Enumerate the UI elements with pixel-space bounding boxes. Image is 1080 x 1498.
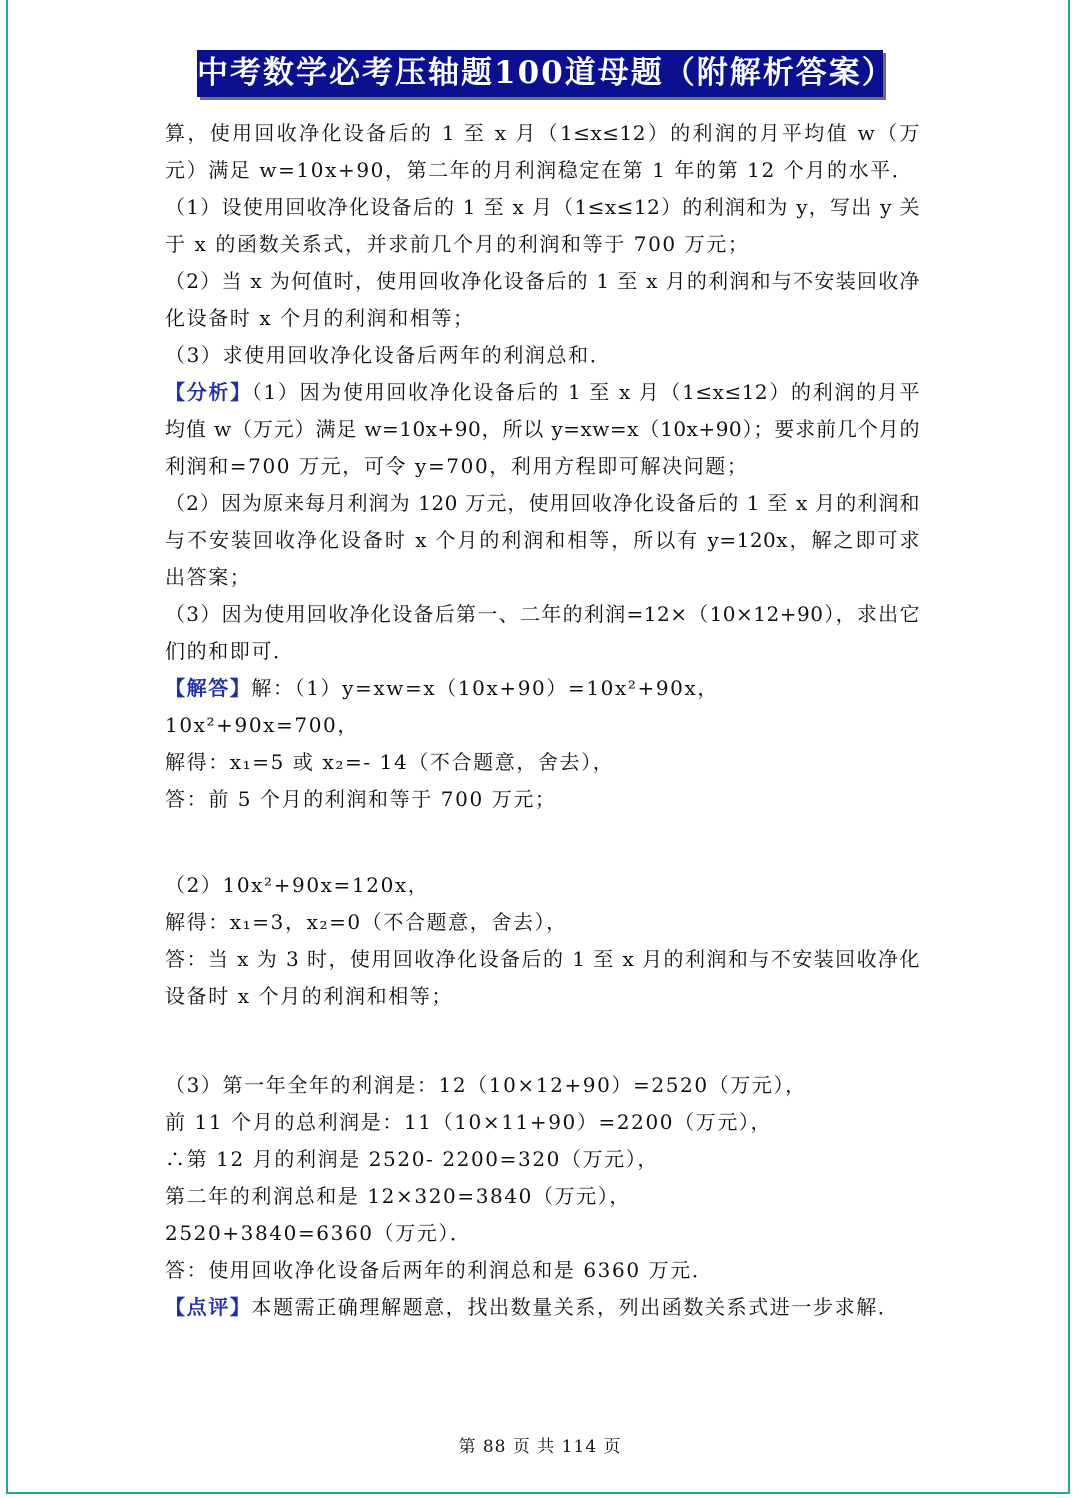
answer-tag: 【解答】 [165,676,252,700]
text-line: （3）因为使用回收净化设备后第一、二年的利润=12×（10×12+90），求出它 [165,602,920,626]
comment-line [165,1289,920,1326]
comment-tag: 【点评】 [165,1295,252,1319]
document-body [165,115,920,1326]
text-line: 元）满足 w=10x+90，第二年的月利润稳定在第 1 年的第 12 个月的水平． [165,158,914,182]
text-line: （3）第一年全年的利润是：12（10×12+90）=2520（万元）， [165,1073,807,1097]
text-line: 前 11 个月的总利润是：11（10×11+90）=2200（万元）， [165,1110,773,1134]
text-line: 于 x 的函数关系式，并求前几个月的利润和等于 700 万元； [165,232,750,256]
text-line: 利润和=700 万元，可令 y=700，利用方程即可解决问题； [165,454,749,478]
text-line: （2）10x²+90x=120x， [165,873,430,897]
analysis-section [165,374,920,670]
text-line: （1）设使用回收净化设备后的 1 至 x 月（1≤x≤12）的利润和为 y，写出 y 关 [165,195,920,219]
analysis-first-line [165,374,920,411]
text-line: 化设备时 x 个月的利润和相等； [165,306,475,330]
analysis-tag: 【分析】 [165,380,252,404]
text-line: 解得：x₁=5 或 x₂=- 14（不合题意，舍去）， [165,750,615,774]
text-line: 答：当 x 为 3 时，使用回收净化设备后的 1 至 x 月的利润和与不安装回收净化 [165,947,920,971]
text-line: 们的和即可． [165,639,295,663]
spacer [165,1015,920,1067]
answer-section [165,670,920,1289]
problem-statement [165,115,920,374]
text-line: 均值 w（万元）满足 w=10x+90，所以 y=xw=x（10x+90）；要求前几个月的 [165,417,920,441]
text-line: 答：前 5 个月的利润和等于 700 万元； [165,787,557,811]
page-title-banner: 中考数学必考压轴题100道母题（附解析答案） [197,50,883,97]
text-line: 出答案； [165,565,252,589]
text-line: 第二年的利润总和是 12×320=3840（万元）， [165,1184,631,1208]
text-line: 10x²+90x=700， [165,713,359,737]
text-line: （3）求使用回收净化设备后两年的利润总和． [165,343,612,367]
text-line: 解：（1）y=xw=x（10x+90）=10x²+90x， [251,676,719,700]
comment-section [165,1289,920,1326]
text-line: 与不安装回收净化设备时 x 个月的利润和相等，所以有 y=120x，解之即可求 [165,528,920,552]
text-line: 2520+3840=6360（万元）． [165,1221,472,1245]
text-line: 算，使用回收净化设备后的 1 至 x 月（1≤x≤12）的利润的月平均值 w（万 [165,121,920,145]
page-number: 第 88 页 共 114 页 [458,1437,622,1457]
answer-first-line [165,670,920,707]
text-line: （1）因为使用回收净化设备后的 1 至 x 月（1≤x≤12）的利润的月平 [251,380,920,404]
text-line: 解得：x₁=3，x₂=0（不合题意，舍去）， [165,910,568,934]
text-line: 设备时 x 个月的利润和相等； [165,984,453,1008]
text-line: 答：使用回收净化设备后两年的利润总和是 6360 万元． [165,1258,714,1282]
spacer [165,818,920,867]
text-line: ∴第 12 月的利润是 2520- 2200=320（万元）， [165,1147,659,1171]
text-line: （2）当 x 为何值时，使用回收净化设备后的 1 至 x 月的利润和与不安装回收净 [165,269,920,293]
text-line: 本题需正确理解题意，找出数量关系，列出函数关系式进一步求解． [251,1295,900,1319]
text-line: （2）因为原来每月利润为 120 万元，使用回收净化设备后的 1 至 x 月的利润和 [165,491,920,515]
